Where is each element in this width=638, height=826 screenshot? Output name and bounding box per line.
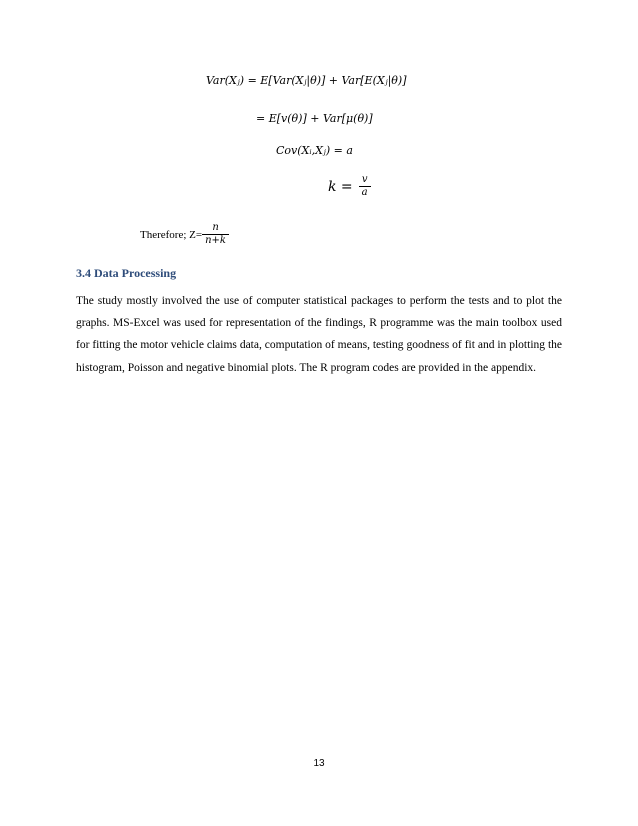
- therefore-z-equation: [140, 222, 229, 247]
- therefore-label: Therefore; Z=: [140, 228, 203, 241]
- k-denominator: a: [359, 186, 371, 199]
- k-equation-lhs: k =: [328, 178, 353, 195]
- section-heading: 3.4 Data Processing: [76, 266, 177, 280]
- variance-equation-continued: = E[v(θ)] + Var[μ(θ)]: [256, 112, 373, 125]
- z-numerator: n: [212, 222, 219, 233]
- k-numerator: v: [361, 174, 368, 185]
- page-number: 13: [313, 758, 325, 769]
- section-paragraph: The study mostly involved the use of computer statistical packages to perform the tests and to plot the graphs. MS-Excel was used for representation of the findings, R programme was the main toolbox used for fitting the motor vehicle claims data, computation of means, testing goodness of fit and in plotting the histogram, Poisson and negative binomial plots. The R program codes are provided in the appendix.: [76, 295, 562, 374]
- z-denominator: n+k: [202, 234, 229, 247]
- variance-equation: Var(Xⱼ) = E[Var(Xⱼ|θ)] + Var[E(Xⱼ|θ)]: [206, 74, 407, 87]
- k-fraction: [359, 174, 371, 199]
- covariance-equation: Cov(Xᵢ,Xⱼ) = a: [276, 144, 353, 157]
- k-equation: [328, 174, 371, 199]
- z-fraction: [202, 222, 229, 247]
